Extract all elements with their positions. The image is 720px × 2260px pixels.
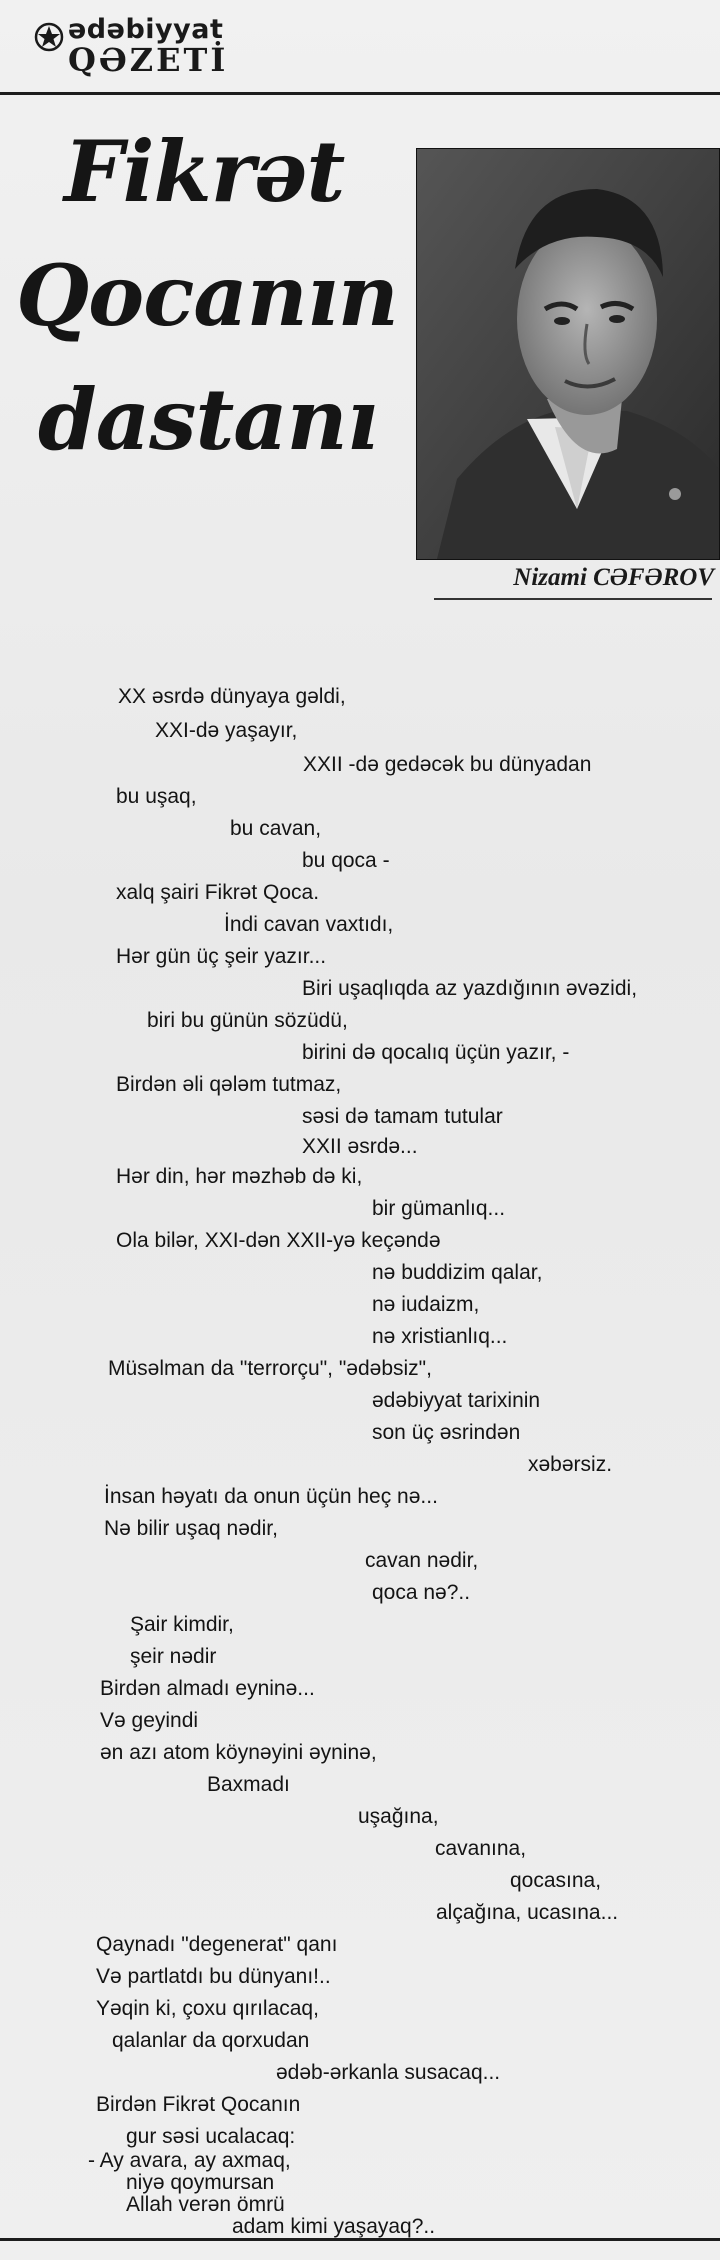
poem-line: xəbərsiz.	[528, 1453, 613, 1476]
poem-line: qalanlar da qorxudan	[112, 2029, 310, 2052]
poem-line: ən azı atom köynəyini əyninə,	[100, 1741, 377, 1764]
poem-line: qoca nə?..	[372, 1581, 471, 1604]
poem-line: Allah verən ömrü	[126, 2193, 285, 2216]
poem-line: Qaynadı "degenerat" qanı	[96, 1933, 338, 1956]
poem-line: ədəbiyyat tarixinin	[372, 1389, 541, 1412]
poem-line: - Ay avara, ay axmaq,	[88, 2149, 291, 2172]
poem-line: bu uşaq,	[116, 785, 197, 808]
poem-line: İnsan həyatı da onun üçün heç nə...	[104, 1485, 438, 1508]
poem-line: XXII əsrdə...	[302, 1135, 418, 1158]
poem-line: ədəb-ərkanla susacaq...	[276, 2061, 501, 2084]
poem-line: alçağına, ucasına...	[436, 1901, 619, 1924]
poem-line: xalq şairi Fikrət Qoca.	[116, 881, 320, 904]
poem-line: birini də qocalıq üçün yazır, -	[302, 1041, 570, 1064]
poem-line: Nə bilir uşaq nədir,	[104, 1517, 278, 1540]
poem-line: Yəqin ki, çoxu qırılacaq,	[96, 1997, 319, 2020]
poem-line: Və geyindi	[100, 1709, 199, 1732]
poem-line: adam kimi yaşayaq?..	[232, 2215, 436, 2238]
poem-line: XX əsrdə dünyaya gəldi,	[118, 685, 346, 708]
poem-line: Hər gün üç şeir yazır...	[116, 945, 327, 968]
poem-line: uşağına,	[358, 1805, 439, 1828]
poem-line: Şair kimdir,	[130, 1613, 234, 1636]
poem-line: Müsəlman da "terrorçu", "ədəbsiz",	[108, 1357, 432, 1380]
title-line: Qocanın	[16, 246, 398, 345]
poem-line: Baxmadı	[207, 1773, 290, 1796]
poem-line: son üç əsrindən	[372, 1421, 521, 1444]
poem-line: şeir nədir	[130, 1645, 217, 1668]
title-line: Fikrət	[64, 122, 345, 221]
poem-line: bu qoca -	[302, 849, 390, 872]
masthead-title-top: ədəbiyyat	[68, 14, 224, 45]
poem-line: Ola bilər, XXI-dən XXII-yə keçəndə	[116, 1229, 441, 1252]
poem-line: səsi də tamam tutular	[302, 1105, 503, 1128]
poem-line: XXI-də yaşayır,	[155, 719, 298, 742]
poem-line: Və partlatdı bu dünyanı!..	[96, 1965, 331, 1988]
masthead-title-bottom: QƏZETİ	[68, 41, 229, 79]
poem-line: gur səsi ucalacaq:	[126, 2125, 296, 2148]
poem-line: cavanına,	[435, 1837, 527, 1860]
title-line: dastanı	[38, 370, 378, 469]
poem-line: cavan nədir,	[365, 1549, 479, 1572]
poem-line: nə iudaizm,	[372, 1293, 480, 1316]
poem-line: niyə qoymursan	[126, 2171, 275, 2194]
poem-line: qocasına,	[510, 1869, 602, 1892]
poem-line: Biri uşaqlıqda az yazdığının əvəzidi,	[302, 977, 638, 1000]
poem-line: İndi cavan vaxtıdı,	[224, 913, 394, 936]
poem-line: Birdən almadı eyninə...	[100, 1677, 315, 1700]
poem-line: Birdən Fikrət Qocanın	[96, 2093, 301, 2116]
poem-line: biri bu günün sözüdü,	[147, 1009, 348, 1032]
author-byline: Nizami CƏFƏROV	[513, 564, 714, 591]
poem-line: bu cavan,	[230, 817, 322, 840]
poem-line: nə buddizim qalar,	[372, 1261, 543, 1284]
bottom-divider	[0, 2238, 720, 2241]
poem-line: nə xristianlıq...	[372, 1325, 508, 1348]
poem-line: XXII -də gedəcək bu dünyadan	[303, 753, 592, 776]
poem-line: Hər din, hər məzhəb də ki,	[116, 1165, 363, 1188]
poem-line: bir gümanlıq...	[372, 1197, 506, 1220]
poem-line: Birdən əli qələm tutmaz,	[116, 1073, 342, 1096]
